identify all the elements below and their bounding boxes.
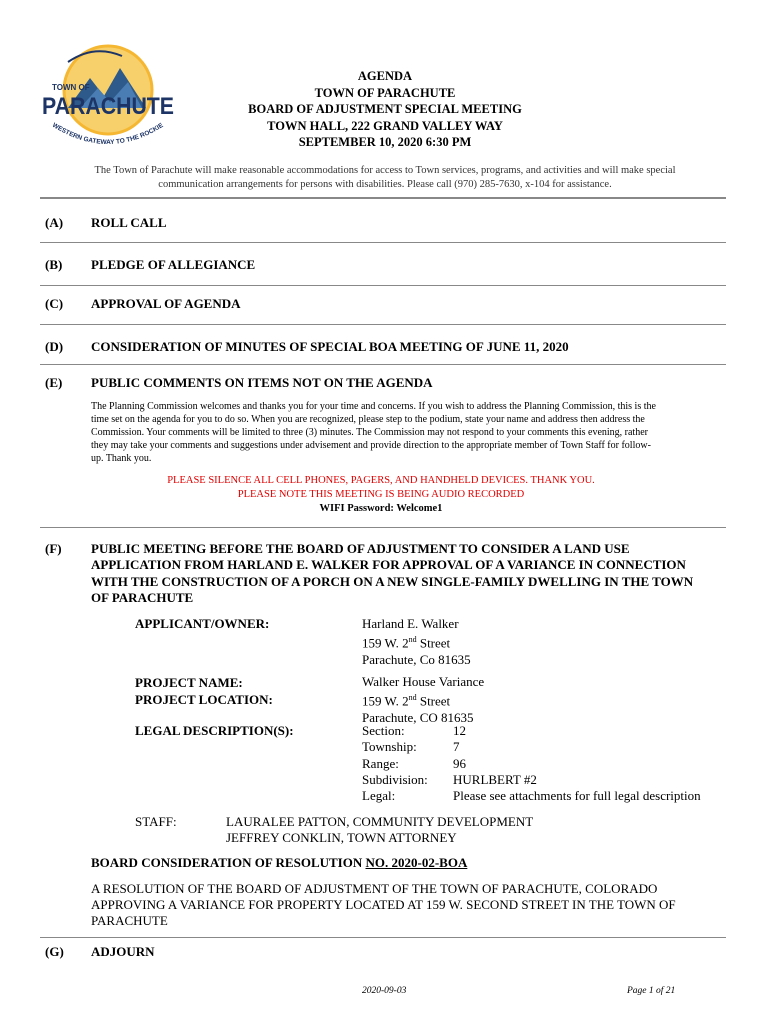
staff-member: LAURALEE PATTON, COMMUNITY DEVELOPMENT [226, 814, 534, 829]
item-letter: (G) [45, 944, 64, 959]
item-letter: (D) [45, 339, 64, 354]
divider [40, 242, 726, 243]
applicant-label: APPLICANT/OWNER: [135, 616, 270, 631]
legal-row: Township: 7 [362, 739, 460, 755]
header-line: BOARD OF ADJUSTMENT SPECIAL MEETING [248, 102, 522, 116]
resolution-number: NO. 2020-02-BOA [365, 855, 468, 870]
para-line: Commission. Your comments will be limited to three (3) minutes. The Commission may not respond to your comments this evening, rather [91, 427, 648, 438]
staff-list [226, 814, 533, 847]
para-line: they may take your comments and suggestions under advisement and provide direction to the appropriate member of Town Staff for follow- [91, 440, 651, 451]
board-consideration-prefix: BOARD CONSIDERATION OF RESOLUTION [91, 855, 366, 870]
footer-date: 2020-09-03 [362, 986, 407, 996]
resolution-line: PARACHUTE [91, 913, 168, 928]
header-line: AGENDA [357, 69, 413, 83]
item-title: APPROVAL OF AGENDA [91, 296, 241, 311]
resolution-line: APPROVING A VARIANCE FOR PROPERTY LOCATED AT 159 W. SECOND STREET IN THE TOWN OF [91, 897, 676, 912]
location-city: Parachute, CO 81635 [362, 709, 474, 725]
para-line: The Planning Commission welcomes and thanks you for your time and concerns. If you wish to address the Planning Commission, this is the [91, 401, 656, 412]
applicant-street: 159 W. 2nd Street [362, 635, 451, 651]
logo-top-text: TOWN OF [52, 83, 90, 92]
divider [40, 364, 726, 365]
board-consideration [91, 855, 467, 871]
resolution-text [91, 881, 727, 929]
legal-row: Subdivision: HURLBERT #2 [362, 771, 537, 787]
item-letter: (B) [45, 257, 63, 272]
accessibility-line: communication arrangements for persons with disabilities. Please call (970) 285-7630, x-104 for assistance. [158, 178, 612, 190]
legal-row: Section: 12 [362, 723, 466, 738]
item-title: PLEDGE OF ALLEGIANCE [91, 257, 256, 272]
logo-arc-text: WESTERN GATEWAY TO THE ROCKIE [51, 121, 165, 147]
meeting-notices [91, 474, 671, 516]
project-labels [135, 674, 273, 708]
header-line: TOWN HALL, 222 GRAND VALLEY WAY [267, 118, 503, 133]
divider [40, 324, 726, 325]
legal-description [362, 723, 742, 804]
project-location-label: PROJECT LOCATION: [135, 692, 273, 707]
legal-row: Legal: Please see attachments for full legal description [362, 788, 701, 804]
item-title: ADJOURN [91, 944, 155, 959]
item-letter: (F) [45, 541, 62, 556]
resolution-line: A RESOLUTION OF THE BOARD OF ADJUSTMENT OF THE TOWN OF PARACHUTE, COLORADO [91, 881, 658, 896]
item-title: ROLL CALL [91, 215, 167, 230]
applicant-city: Parachute, Co 81635 [362, 651, 471, 667]
staff-label: STAFF: [135, 814, 177, 829]
item-letter: (E) [45, 375, 63, 390]
para-line: up. Thank you. [91, 453, 152, 464]
item-title-line: PUBLIC MEETING BEFORE THE BOARD OF ADJUSTMENT TO CONSIDER A LAND USE [91, 541, 630, 556]
project-name: Walker House Variance [362, 674, 485, 689]
item-title-line: APPLICATION FROM HARLAND E. WALKER FOR APPROVAL OF A VARIANCE IN CONNECTION [91, 557, 686, 573]
project-name-label: PROJECT NAME: [135, 675, 243, 690]
item-title: CONSIDERATION OF MINUTES OF SPECIAL BOA MEETING OF JUNE 11, 2020 [91, 339, 569, 354]
project-info [362, 674, 484, 726]
applicant-name: Harland E. Walker [362, 616, 459, 631]
wifi-password: WIFI Password: Welcome1 [319, 503, 443, 514]
divider [40, 527, 726, 528]
item-title: PUBLIC COMMENTS ON ITEMS NOT ON THE AGENDA [91, 375, 433, 390]
item-title-line: WITH THE CONSTRUCTION OF A PORCH ON A NEW SINGLE-FAMILY DWELLING IN THE TOWN [91, 573, 694, 589]
recording-notice: PLEASE NOTE THIS MEETING IS BEING AUDIO RECORDED [237, 489, 525, 500]
item-title [91, 541, 731, 606]
divider [40, 937, 726, 938]
accessibility-line: The Town of Parachute will make reasonable accommodations for access to Town services, programs, and activities and will make special [94, 165, 676, 176]
para-line: time set on the agenda for you to do so. When you are recognized, please step to the podium, state your name and address then address the [91, 414, 645, 425]
silence-notice: PLEASE SILENCE ALL CELL PHONES, PAGERS, AND HANDHELD DEVICES. THANK YOU. [167, 475, 595, 486]
legal-row: Range: 96 [362, 755, 466, 771]
item-letter: (A) [45, 215, 64, 230]
applicant-info [362, 616, 471, 668]
divider [40, 197, 726, 199]
header-line: TOWN OF PARACHUTE [314, 85, 456, 100]
divider [40, 285, 726, 286]
public-comments-text [91, 400, 727, 465]
location-street: 159 W. 2nd Street [362, 693, 451, 709]
item-title-line: OF PARACHUTE [91, 589, 194, 605]
legal-description-label: LEGAL DESCRIPTION(S): [135, 723, 294, 738]
agenda-header [150, 68, 620, 151]
logo-main-text: PARACHUTE [42, 93, 174, 120]
header-line: SEPTEMBER 10, 2020 6:30 PM [298, 135, 472, 149]
footer-page: Page 1 of 21 [627, 986, 676, 996]
item-letter: (C) [45, 296, 64, 311]
staff-member: JEFFREY CONKLIN, TOWN ATTORNEY [226, 830, 457, 846]
accessibility-notice [60, 164, 710, 191]
